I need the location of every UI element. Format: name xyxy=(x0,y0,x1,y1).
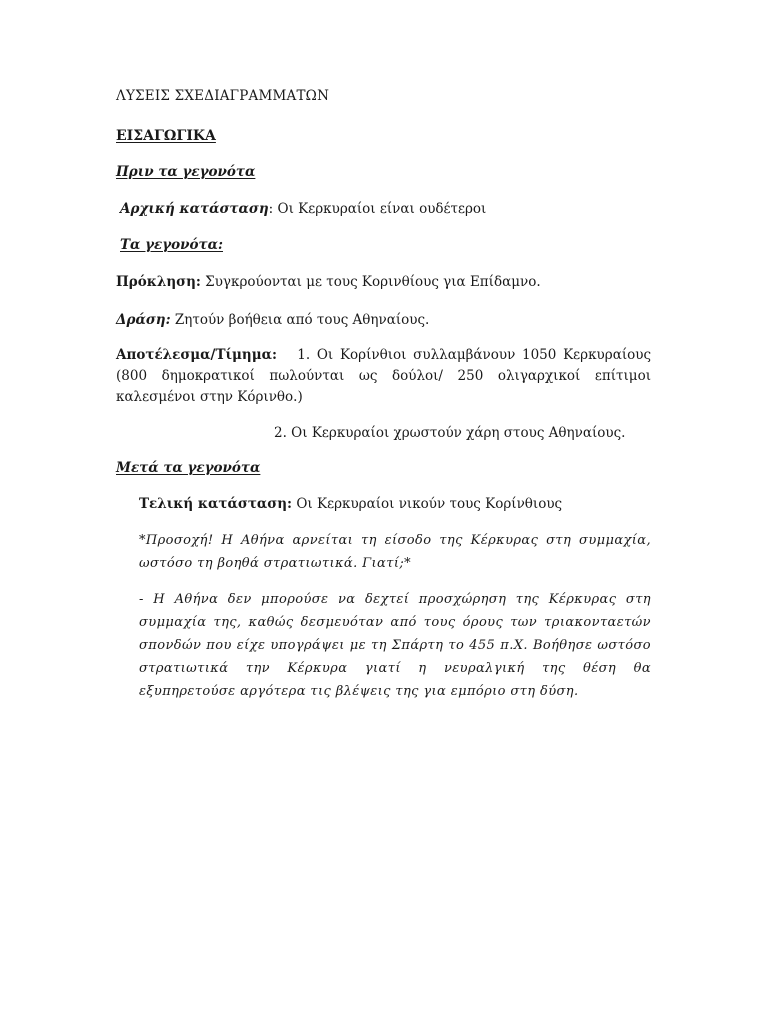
final-state-text: Οι Κερκυραίοι νικούν τους Κορίνθιους xyxy=(292,496,563,512)
result-line-2: (800 δημοκρατικοί πωλούνται ως δούλοι/ 250 ολιγαρχικοί επίτιμοι xyxy=(116,368,651,384)
section-heading: ΕΙΣΑΓΩΓΙΚΑ xyxy=(116,128,216,144)
result-line-3: καλεσμένοι στην Κόρινθο.) xyxy=(116,389,303,405)
result-line-1 xyxy=(116,349,651,363)
provocation-text: Συγκρούονται με τους Κορινθίους για Επίδαμνο. xyxy=(200,274,541,290)
answer-line-5: εξυπηρετούσε αργότερα τις βλέψεις της για εμπόριο στη δύση. xyxy=(139,684,579,699)
final-state-line xyxy=(139,498,562,512)
answer-line-1: - Η Αθήνα δεν μπορούσε να δεχτεί προσχώρηση της Κέρκυρας στη xyxy=(139,592,651,607)
result-line1-text: 1. Οι Κορίνθιοι συλλαμβάνουν 1050 Κερκυραίους xyxy=(297,347,652,363)
action-text: Ζητούν βοήθεια από τους Αθηναίους. xyxy=(170,312,430,328)
after-events-heading: Μετά τα γεγονότα xyxy=(116,460,261,476)
final-state-label: Τελική κατάσταση: xyxy=(139,496,293,512)
action-label: Δράση: xyxy=(116,312,171,328)
initial-state-label: Αρχική κατάσταση xyxy=(120,201,269,217)
result-label: Αποτέλεσμα/Τίμημα: xyxy=(116,347,278,363)
note-line-1: *Προσοχή! Η Αθήνα αρνείται τη είσοδο της Κέρκυρας στη συμμαχία, xyxy=(139,533,651,548)
answer-line-2: συμμαχία της, καθώς δεσμευόταν από τους όρους των τριακονταετών xyxy=(139,615,651,630)
document-title: ΛΥΣΕΙΣ ΣΧΕΔΙΑΓΡΑΜΜΑΤΩΝ xyxy=(116,88,330,104)
answer-line-4: στρατιωτικά την Κέρκυρα γιατί η νευραλγική της θέση θα xyxy=(139,661,651,676)
events-heading: Τα γεγονότα: xyxy=(120,237,223,253)
initial-state-line xyxy=(120,203,486,217)
note-line-2: ωστόσο τη βοηθά στρατιωτικά. Γιατί;* xyxy=(139,556,412,571)
provocation-line xyxy=(116,276,541,290)
provocation-label: Πρόκληση: xyxy=(116,274,201,290)
before-events-heading: Πριν τα γεγονότα xyxy=(116,164,256,180)
initial-state-text: : Οι Κερκυραίοι είναι ουδέτεροι xyxy=(268,201,487,217)
action-line xyxy=(116,314,429,328)
result-item-2: 2. Οι Κερκυραίοι χρωστούν χάρη στους Αθηναίους. xyxy=(274,425,626,441)
answer-line-3: σπονδών που είχε υπογράψει με τη Σπάρτη το 455 π.Χ. Βοήθησε ωστόσο xyxy=(139,638,651,653)
